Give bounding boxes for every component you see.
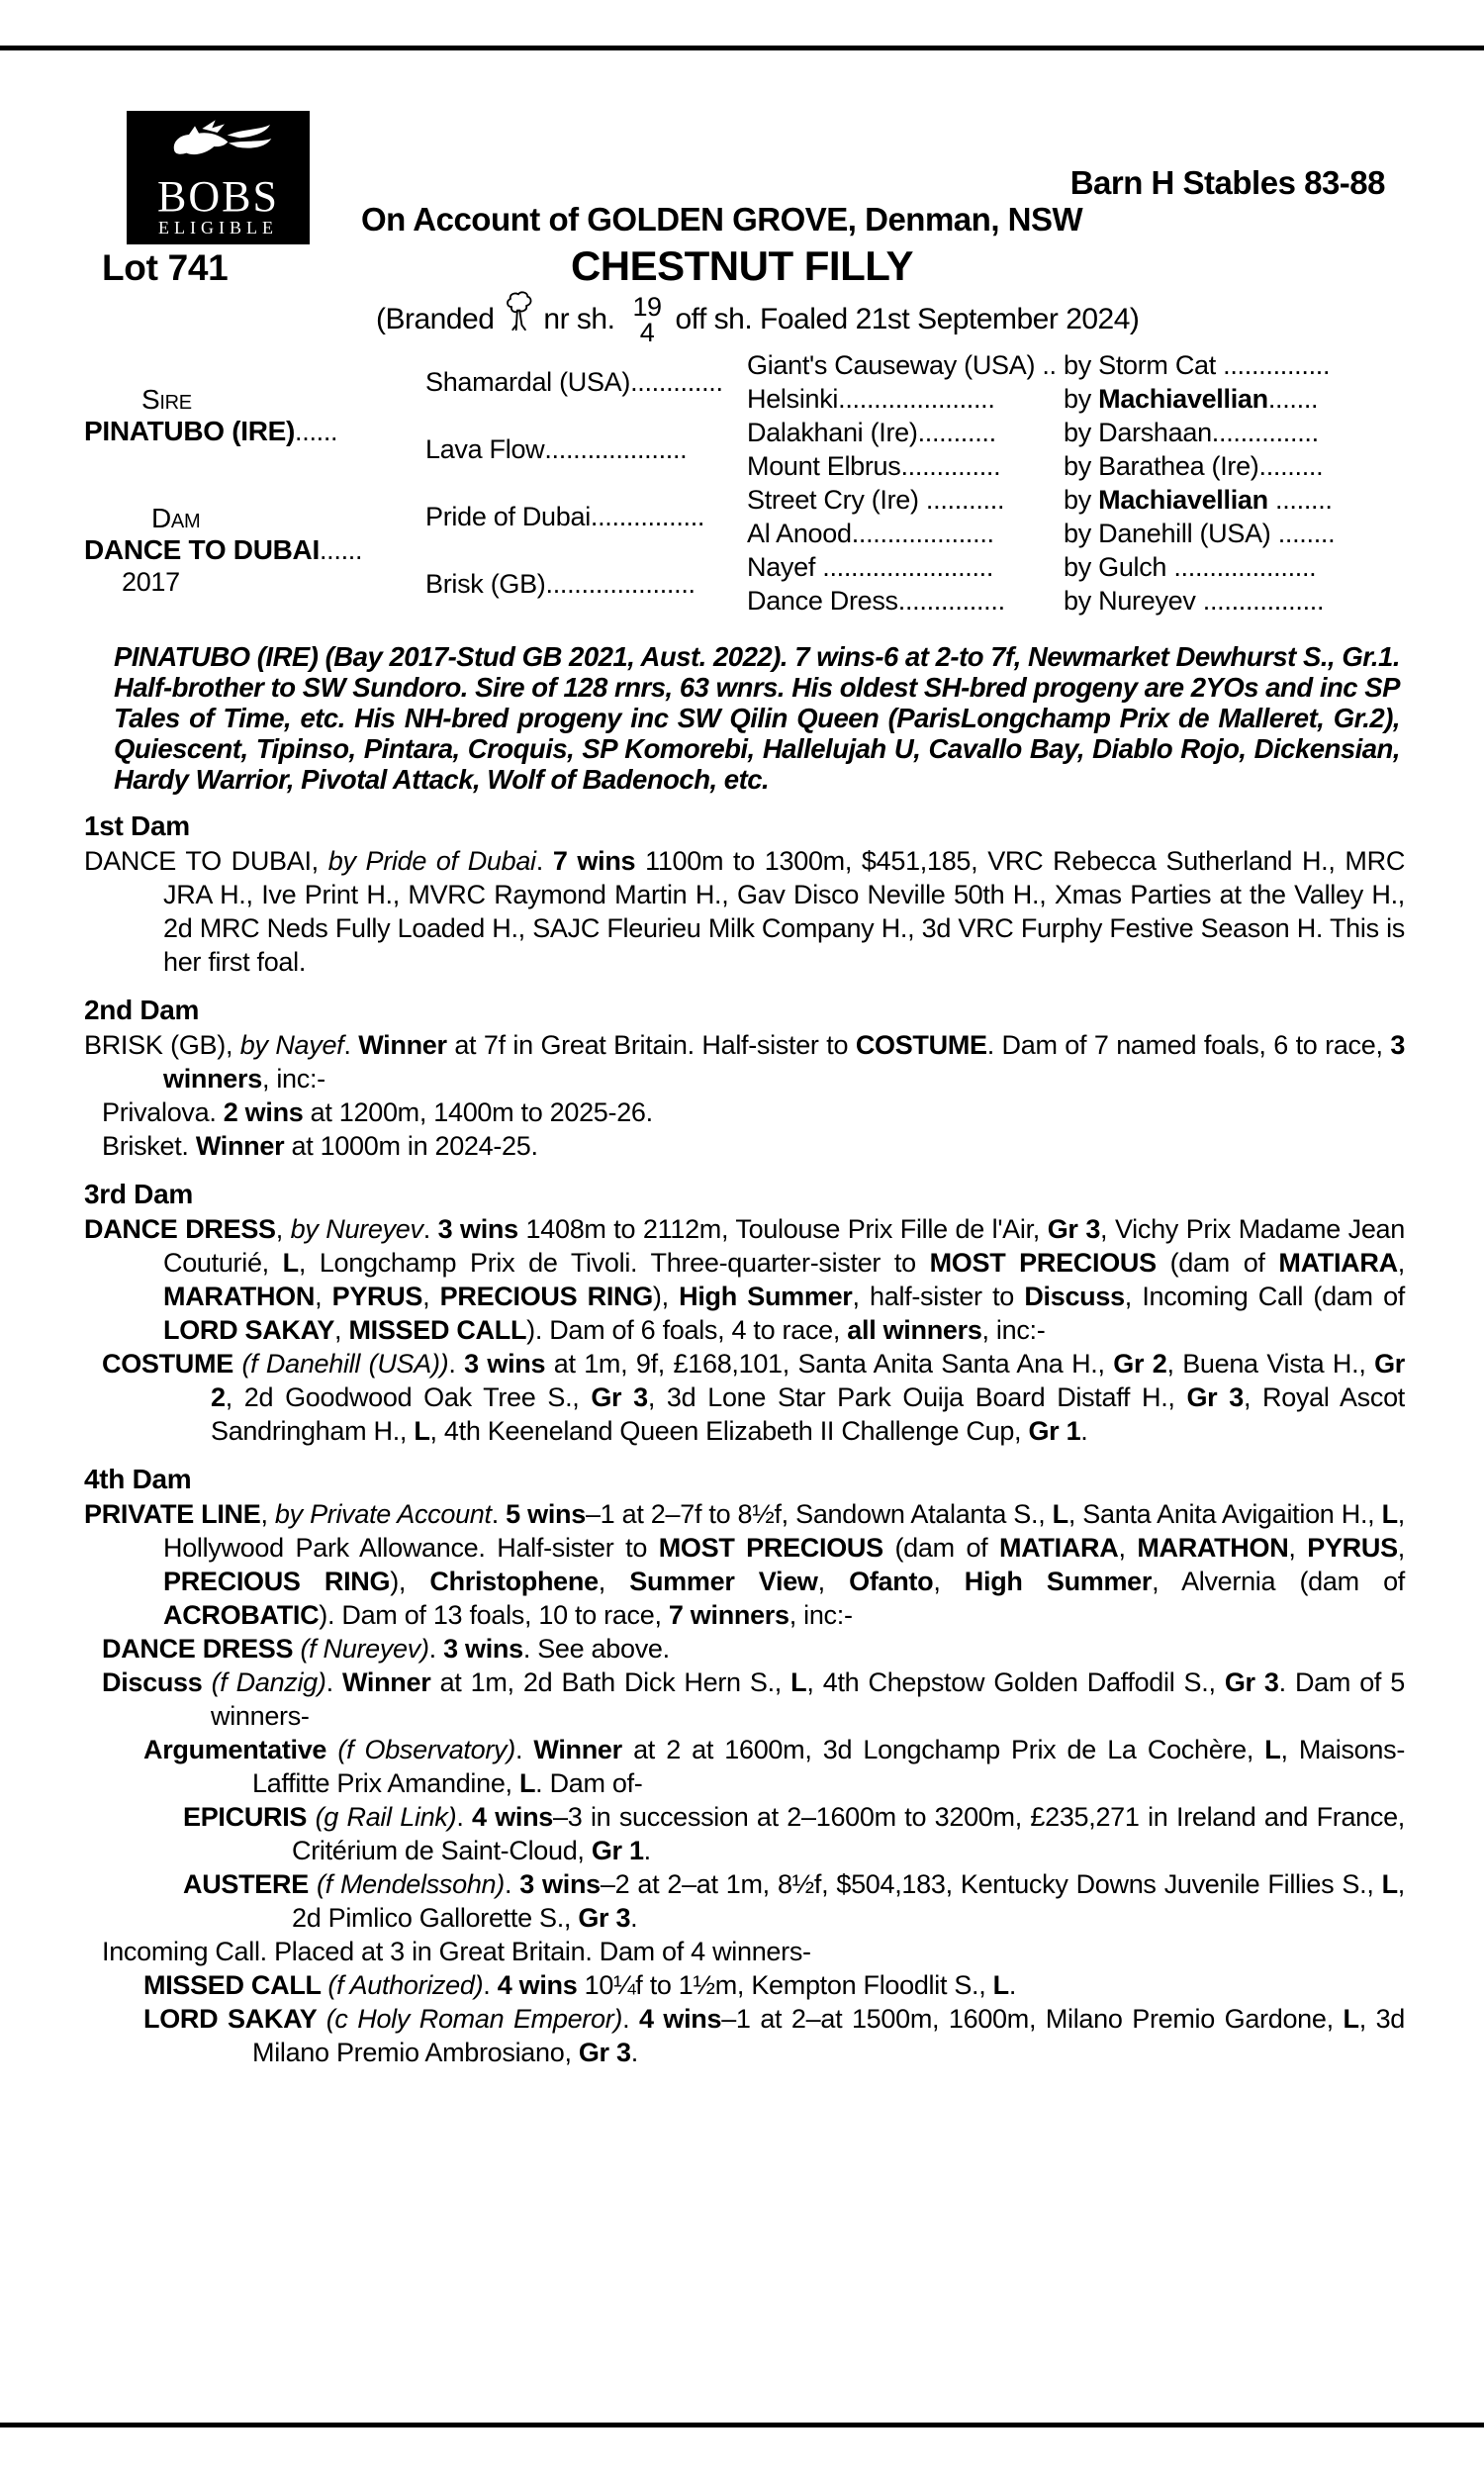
foal-entry: Discuss (f Danzig). Winner at 1m, 2d Bath Dick Hern S., L, 4th Chepstow Golden Daffodil S., Gr 3. Dam of 5 winners- <box>102 1667 1406 1731</box>
pedigree-gen3-name: Dance Dress............... <box>747 586 1005 616</box>
sire-summary: PINATUBO (IRE) (Bay 2017-Stud GB 2021, Aust. 2022). 7 wins-6 at 2-to 7f, Newmarket Dewhurst S., Gr.1. Half-brother to SW Sundoro. Sire of 128 rnrs, 63 wnrs. His oldest SH-bred progeny are 2YOs and inc SP Tales of Time, etc. His NH-bred progeny inc SW Qilin Queen (ParisLongchamp Prix de Malleret, Gr.2), Quiescent, Tipinso, Pintara, Croquis, SP Komorebi, Hallelujah U, Cavallo Bay, Diablo Rojo, Dickensian, Hardy Warrior, Pivotal Attack, Wolf of Badenoch, etc. <box>114 641 1400 795</box>
brand-line-near: nr sh. <box>543 303 615 335</box>
pedigree-gen3-name: Nayef ........................ <box>747 552 994 582</box>
logo-title: BOBS <box>157 172 279 221</box>
pedigree-gen3-sire: by Storm Cat ............... <box>1064 350 1331 380</box>
foal-entry: COSTUME (f Danehill (USA)). 3 wins at 1m, 9f, £168,101, Santa Anita Santa Ana H., Gr 2, Buena Vista H., Gr 2, 2d Goodwood Oak Tree S., Gr 3, 3d Lone Star Park Ouija Board Distaff H., Gr 3, Royal Ascot Sandringham H., L, 4th Keeneland Queen Elizabeth II Challenge Cup, Gr 1. <box>102 1349 1406 1446</box>
pedigree-gen2-cell: Lava Flow .................... <box>425 433 688 464</box>
page-title: CHESTNUT FILLY <box>570 242 914 289</box>
pedigree-gen3-sire: by Darshaan............... <box>1064 418 1319 447</box>
section-heading: 4th Dam <box>84 1464 192 1494</box>
pedigree-gen3-sire: by Danehill (USA) ........ <box>1064 519 1336 548</box>
foal-entry: AUSTERE (f Mendelssohn). 3 wins–2 at 2–at 1m, 8½f, $504,183, Kentucky Downs Juvenile Fillies S., L, 2d Pimlico Gallorette S., Gr 3. <box>183 1869 1405 1933</box>
foal-entry: Argumentative (f Observatory). Winner at 2 at 1600m, 3d Longchamp Prix de La Cochère, L, Maisons-Laffitte Prix Amandine, L. Dam of- <box>143 1735 1406 1798</box>
pedigree-gen3-sire: by Machiavellian....... <box>1064 384 1319 414</box>
dam-record: DANCE DRESS, by Nureyev. 3 wins 1408m to 2112m, Toulouse Prix Fille de l'Air, Gr 3, Vichy Prix Madame Jean Couturié, L, Longchamp Prix de Tivoli. Three-quarter-sister to MOST PRECIOUS (dam of MATIARA, MARATHON, PYRUS, PRECIOUS RING), High Summer, half-sister to Discuss, Incoming Call (dam of LORD SAKAY, MISSED CALL). Dam of 6 foals, 4 to race, all winners, inc:- <box>84 1214 1405 1345</box>
pedigree-gen3-name: Helsinki...................... <box>747 384 995 414</box>
barn-info: Barn H Stables 83-88 <box>1069 164 1385 201</box>
dam-year: 2017 <box>122 567 180 597</box>
pedigree-gen3-name: Giant's Causeway (USA) .. <box>747 350 1057 380</box>
section-3rd-dam <box>84 1179 1405 1448</box>
lot-number: Lot 741 <box>102 247 229 288</box>
page-content <box>84 348 1405 2069</box>
foal-entry: Brisket. Winner at 1000m in 2024-25. <box>102 1131 538 1161</box>
brand-fraction-bottom: 4 <box>639 318 655 347</box>
foal-entry: EPICURIS (g Rail Link). 4 wins–3 in succession at 2–1600m to 3200m, £235,271 in Ireland and France, Critérium de Saint-Cloud, Gr 1. <box>183 1802 1405 1865</box>
pedigree-gen2-cell: Pride of Dubai ................ <box>425 501 705 531</box>
section-heading: 2nd Dam <box>84 995 200 1025</box>
pedigree-table <box>84 348 1405 618</box>
dam-record: DANCE TO DUBAI, by Pride of Dubai. 7 wins 1100m to 1300m, $451,185, VRC Rebecca Sutherland H., MRC JRA H., Ive Print H., MVRC Raymond Martin H., Gav Disco Neville 50th H., Xmas Parties at the Valley H., 2d MRC Neds Fully Loaded H., SAJC Fleurieu Milk Company H., 3d VRC Furphy Festive Season H. This is her first foal. <box>84 846 1406 977</box>
pedigree-sire-block <box>84 348 425 483</box>
bottom-rule <box>0 2423 1484 2427</box>
section-1st-dam <box>84 810 1405 979</box>
bobs-logo <box>127 111 310 244</box>
section-4th-dam <box>84 1464 1405 2069</box>
foal-entry: Privalova. 2 wins at 1200m, 1400m to 2025-26. <box>102 1097 653 1127</box>
foal-entry: DANCE DRESS (f Nureyev). 3 wins. See above. <box>102 1634 670 1664</box>
brand-fraction <box>632 294 661 345</box>
sire-name: PINATUBO (IRE)...... <box>84 416 338 446</box>
dam-record: PRIVATE LINE, by Private Account. 5 wins–1 at 2–7f to 8½f, Sandown Atalanta S., L, Santa Anita Avigaition H., L, Hollywood Park Allowance. Half-sister to MOST PRECIOUS (dam of MATIARA, MARATHON, PYRUS, PRECIOUS RING), Christophene, Summer View, Ofanto, High Summer, Alvernia (dam of ACROBATIC). Dam of 13 foals, 10 to race, 7 winners, inc:- <box>84 1499 1405 1630</box>
brand-line-prefix: (Branded <box>376 303 495 335</box>
pedigree-gen3-name: Street Cry (Ire) ........... <box>747 485 1005 515</box>
dam-record: BRISK (GB), by Nayef. Winner at 7f in Great Britain. Half-sister to COSTUME. Dam of 7 named foals, 6 to race, 3 winners, inc:- <box>84 1030 1406 1094</box>
brand-fraction-top: 19 <box>632 292 662 322</box>
logo-subtitle: ELIGIBLE <box>158 218 278 238</box>
pedigree-dam-block <box>84 483 425 618</box>
sire-label: Sire <box>141 384 192 415</box>
pedigree-gen3-sire: by Nureyev ................. <box>1064 586 1325 616</box>
pedigree-gen3-name: Mount Elbrus.............. <box>747 451 1001 481</box>
brand-mark-icon <box>504 290 533 337</box>
pedigree-gen3-sire: by Barathea (Ire)......... <box>1064 451 1324 481</box>
section-2nd-dam <box>84 995 1405 1163</box>
top-rule <box>0 46 1484 50</box>
dam-label: Dam <box>151 503 201 533</box>
dam-name: DANCE TO DUBAI...... <box>84 534 363 565</box>
pedigree-gen2-cell: Brisk (GB) ..................... <box>425 568 696 599</box>
foal-entry: LORD SAKAY (c Holy Roman Emperor). 4 wins–1 at 2–at 1500m, 1600m, Milano Premio Gardone, L, 3d Milano Premio Ambrosiano, Gr 3. <box>143 2004 1405 2067</box>
vendor-account: On Account of GOLDEN GROVE, Denman, NSW <box>361 201 1083 238</box>
pedigree-gen2-cell: Shamardal (USA) ............. <box>425 366 723 397</box>
pedigree-gen3-sire: by Gulch .................... <box>1064 552 1317 582</box>
brand-line-suffix: off sh. Foaled 21st September 2024) <box>675 303 1140 335</box>
pedigree-gen3-name: Al Anood.................... <box>747 519 994 548</box>
horse-head-icon <box>144 117 293 176</box>
pedigree-gen3-sire: by Machiavellian ........ <box>1064 485 1333 515</box>
foal-entry: MISSED CALL (f Authorized). 4 wins 10¼f to 1½m, Kempton Floodlit S., L. <box>143 1970 1017 2000</box>
section-heading: 1st Dam <box>84 810 190 841</box>
section-heading: 3rd Dam <box>84 1179 193 1209</box>
brand-line <box>376 289 1139 350</box>
foal-entry: Incoming Call. Placed at 3 in Great Britain. Dam of 4 winners- <box>102 1937 811 1966</box>
pedigree-gen3-name: Dalakhani (Ire)........... <box>747 418 996 447</box>
